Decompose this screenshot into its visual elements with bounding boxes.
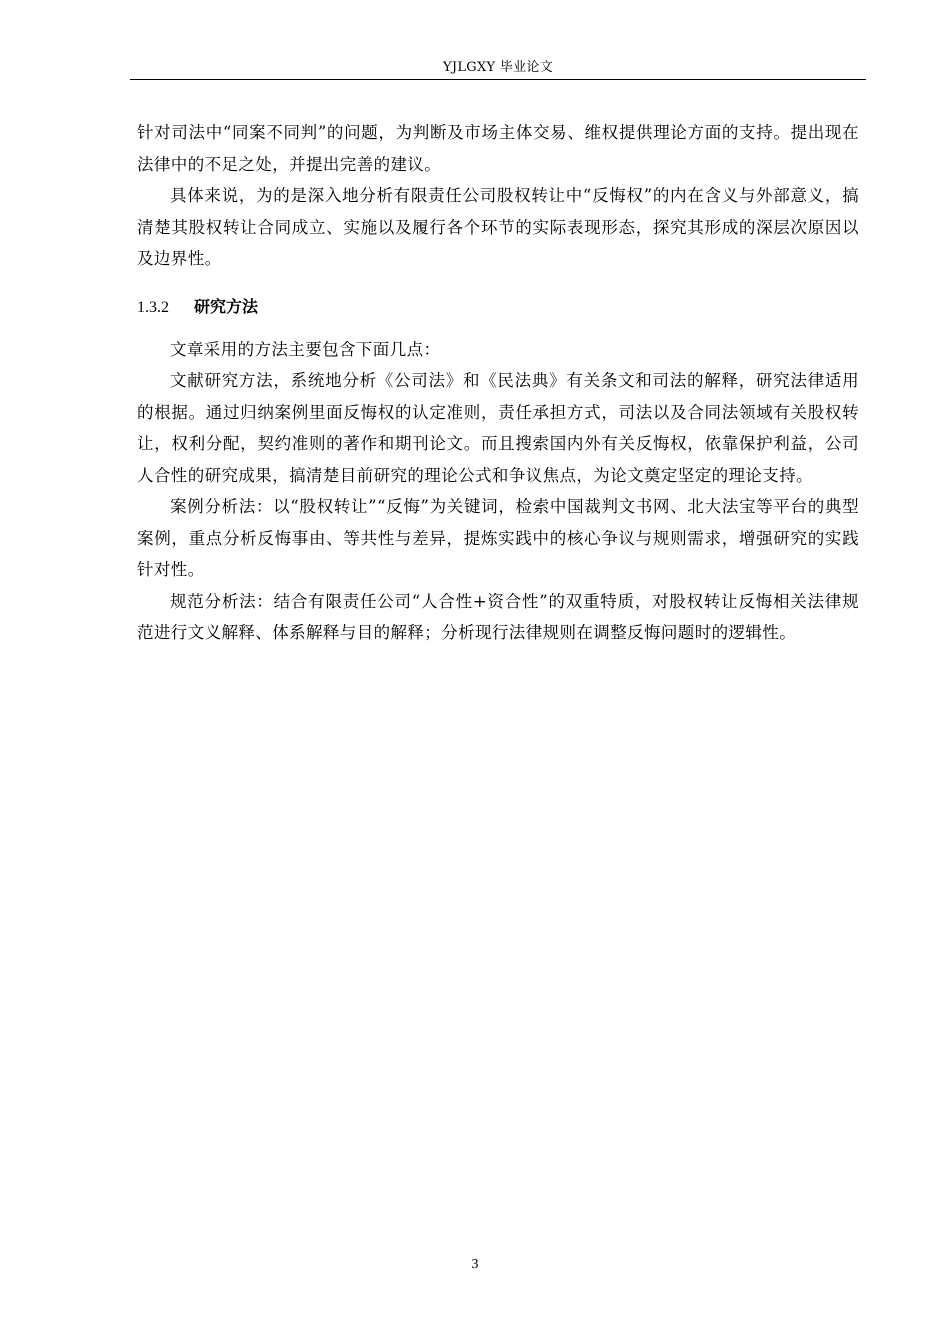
paragraph-literature-method: 文献研究方法，系统地分析《公司法》和《民法典》有关条文和司法的解释，研究法律适用的根据。通过归纳案例里面反悔权的认定准则，责任承担方式，司法以及合同法领域有关股权转让，权利分配，契约准则的著作和期刊论文。而且搜索国内外有关反悔权，依靠保护利益，公司人合性的研究成果，搞清楚目前研究的理论公式和争议焦点，为论文奠定坚定的理论支持。 — [137, 371, 859, 485]
page-number: 3 — [471, 1257, 479, 1272]
section-heading — [137, 293, 859, 322]
paragraph-case-analysis-method: 案例分析法：以“股权转让”“反悔”为关键词，检索中国裁判文书网、北大法宝等平台的典型案例，重点分析反悔事由、等共性与差异，提炼实践中的核心争议与规则需求，增强研究的实践针对性。 — [137, 497, 859, 579]
page-header: YJLGXY 毕业论文 — [442, 60, 554, 75]
section-number: 1.3.2 — [137, 298, 169, 316]
paragraph-research-purpose: 具体来说，为的是深入地分析有限责任公司股权转让中“反悔权”的内在含义与外部意义，搞清楚其股权转让合同成立、实施以及履行各个环节的实际表现形态，探究其形成的深层次原因以及边界性。 — [137, 186, 859, 268]
section-title: 研究方法 — [194, 296, 259, 316]
paragraph-normative-analysis-method: 规范分析法：结合有限责任公司“人合性+资合性”的双重特质，对股权转让反悔相关法律规范进行文义解释、体系解释与目的解释；分析现行法律规则在调整反悔问题时的逻辑性。 — [137, 591, 859, 642]
document-body — [137, 117, 859, 649]
paragraph-methods-intro: 文章采用的方法主要包含下面几点： — [170, 339, 441, 359]
paragraph-continuation: 针对司法中“同案不同判”的问题，为判断及市场主体交易、维权提供理论方面的支持。提出现在法律中的不足之处，并提出完善的建议。 — [137, 123, 859, 174]
header-divider — [130, 79, 866, 80]
